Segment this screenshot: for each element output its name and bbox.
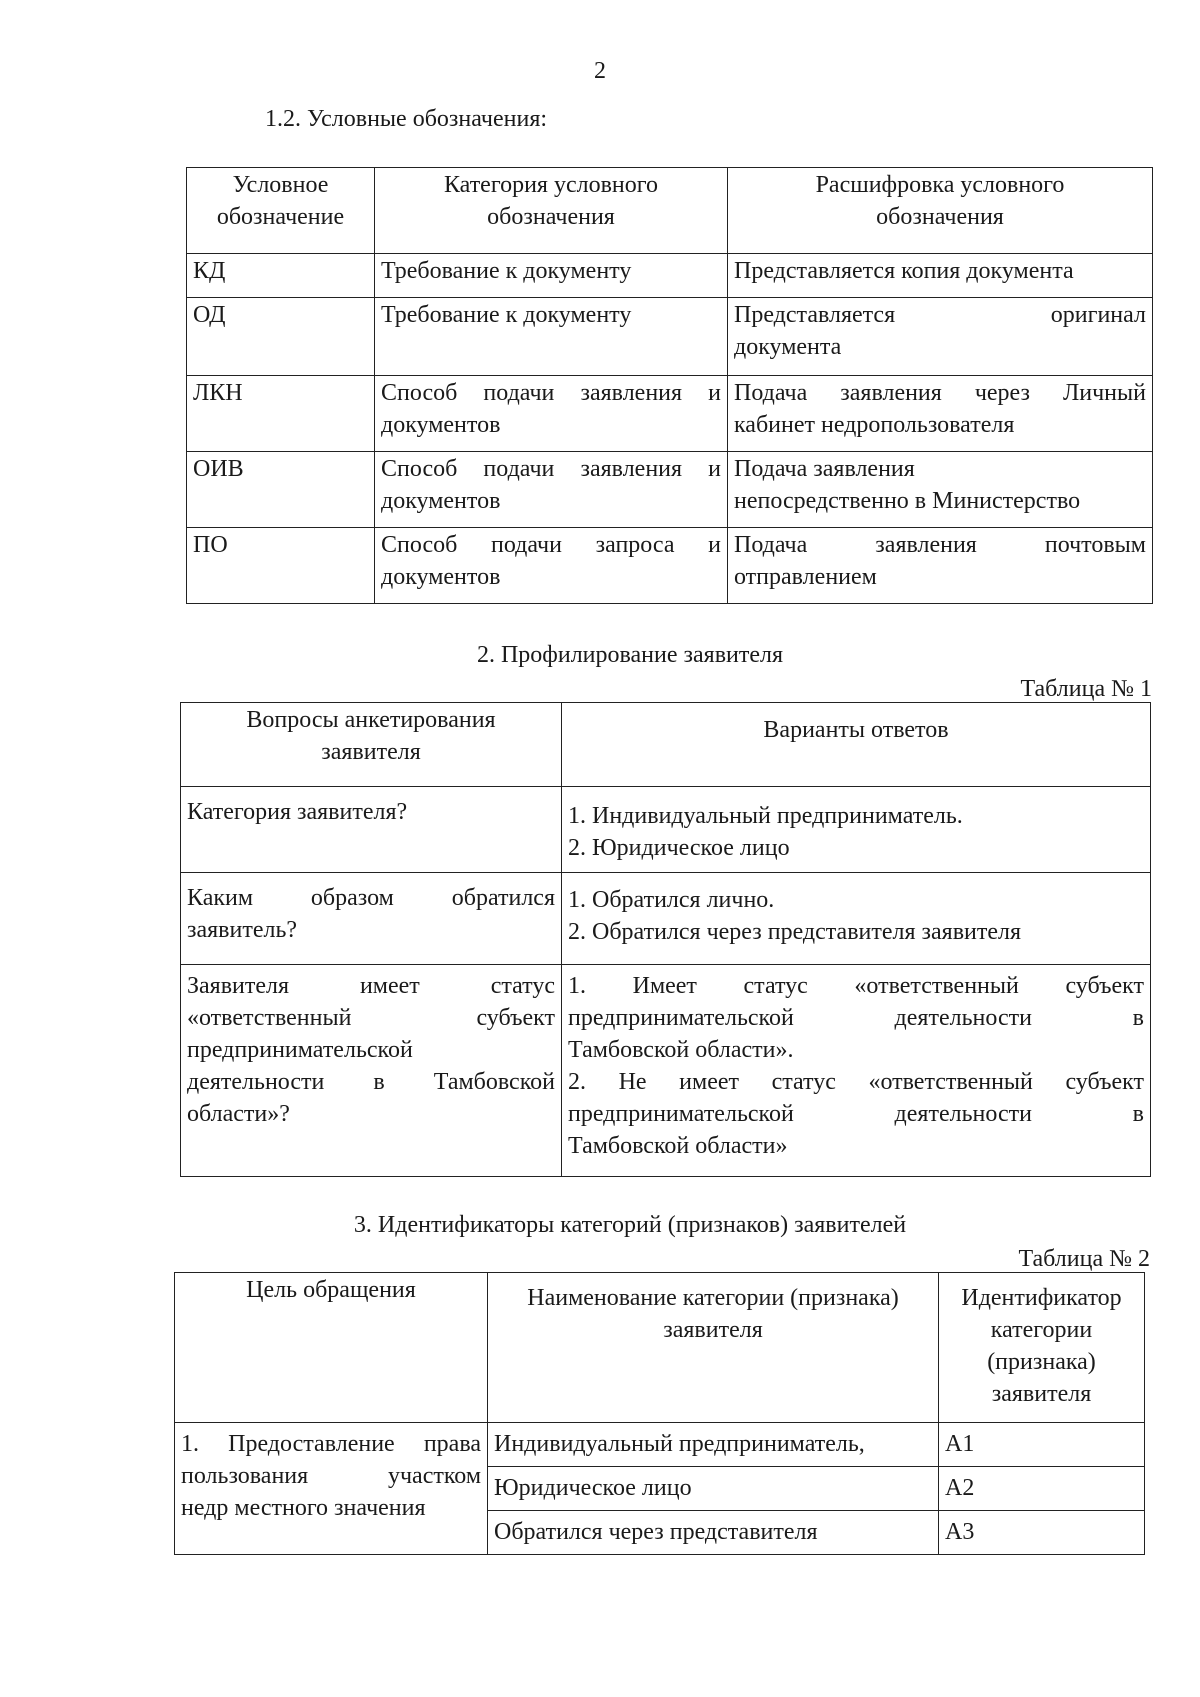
profiling-question-line: Заявителя имеет статус [187,973,555,999]
legend-decoding-line: Подача заявления [734,456,915,482]
identifiers-purpose-line: пользования участком [181,1462,481,1489]
legend-code: КД [187,254,375,298]
profiling-header-questions-line: заявителя [321,738,421,765]
legend-category-line: Способ подачи заявления и [381,380,721,406]
profiling-row [181,873,1151,965]
profiling-question-line: области»? [187,1100,290,1127]
legend-decoding-line: Подача заявления через Личный [734,380,1146,406]
profiling-header-row [181,703,1151,787]
identifiers-header-id-line: (признака) [987,1348,1096,1375]
profiling-question [181,965,562,1177]
legend-row [187,452,1153,528]
identifiers-header-id-line: заявителя [991,1380,1092,1407]
section-2-heading: 2. Профилирование заявителя [476,642,784,668]
legend-table [186,167,1153,604]
legend-decoding [728,376,1153,452]
legend-decoding-line: кабинет недропользователя [734,411,1015,438]
legend-category-line: документов [381,487,501,514]
identifiers-category-name: Индивидуальный предприниматель, [488,1423,939,1467]
identifiers-header-row [175,1273,1145,1423]
identifiers-category-id: А1 [939,1423,1145,1467]
legend-header-category [375,168,728,254]
legend-table-header-row [187,168,1153,254]
legend-row [187,254,1153,298]
profiling-header-answers [562,703,1151,787]
profiling-answer-line: 1. Обратился лично. [568,887,775,913]
legend-decoding-line: непосредственно в Министерство [734,487,1081,514]
profiling-answer-line: 2. Обратился через представителя заявителя [568,918,1022,945]
identifiers-header-id [939,1273,1145,1423]
legend-code: ЛКН [187,376,375,452]
profiling-row [181,787,1151,873]
profiling-answer-line: предпринимательской деятельности в [568,1004,1144,1031]
legend-category-line: Требование к документу [381,302,632,328]
profiling-question-line: «ответственный субъект [187,1004,555,1031]
profiling-question-line: заявитель? [187,916,298,943]
legend-decoding-line: документа [734,333,842,360]
legend-category-line: Способ подачи запроса и [381,532,721,558]
profiling-answer-line: Тамбовской области» [568,1132,788,1159]
legend-decoding [728,254,1153,298]
legend-category-line: Требование к документу [381,258,632,284]
identifiers-purpose-line: 1. Предоставление права [181,1431,481,1457]
identifiers-category-name: Юридическое лицо [488,1467,939,1511]
legend-category [375,254,728,298]
profiling-answer-line: 2. Юридическое лицо [568,834,790,861]
identifiers-header-id-line: Идентификатор [961,1285,1122,1311]
identifiers-table [174,1272,1145,1555]
profiling-answer-line: 2. Не имеет статус «ответственный субъект [568,1068,1144,1095]
legend-decoding-line: отправлением [734,563,877,590]
legend-decoding-line: Представляется оригинал [734,302,1146,328]
legend-category-line: документов [381,563,501,590]
legend-category [375,452,728,528]
profiling-answer-line: Тамбовской области». [568,1036,794,1063]
legend-category [375,298,728,376]
page-number: 2 [594,58,606,84]
legend-category [375,528,728,604]
table-2-label: Таблица № 2 [1018,1246,1150,1272]
legend-decoding-line: Представляется копия документа [734,258,1074,284]
legend-header-category-line: Категория условного [443,172,659,198]
legend-header-code [187,168,375,254]
identifiers-header-name [488,1273,939,1423]
profiling-answer-line: 1. Имеет статус «ответственный субъект [568,973,1144,999]
legend-header-code-line: Условное [232,172,329,198]
profiling-question-line: деятельности в Тамбовской [187,1068,555,1095]
legend-code: ПО [187,528,375,604]
profiling-row [181,965,1151,1177]
profiling-question [181,873,562,965]
identifiers-category-id: А2 [939,1467,1145,1511]
profiling-answers [562,965,1151,1177]
identifiers-purpose [175,1423,488,1555]
profiling-answer-line: 1. Индивидуальный предприниматель. [568,803,963,829]
section-3-heading: 3. Идентификаторы категорий (признаков) заявителей [353,1212,907,1238]
legend-row [187,376,1153,452]
legend-row [187,528,1153,604]
profiling-question-line: предпринимательской [187,1036,413,1063]
legend-code: ОИВ [187,452,375,528]
profiling-question [181,787,562,873]
profiling-answers [562,873,1151,965]
legend-header-code-line: обозначение [216,203,345,230]
profiling-answer-line: предпринимательской деятельности в [568,1100,1144,1127]
legend-decoding [728,528,1153,604]
profiling-question-line: Категория заявителя? [187,799,408,825]
identifiers-header-name-line: заявителя [663,1316,763,1343]
legend-decoding-line: Подача заявления почтовым [734,532,1146,558]
profiling-table [180,702,1151,1177]
legend-category-line: документов [381,411,501,438]
identifiers-header-purpose-line: Цель обращения [246,1277,416,1303]
profiling-question-line: Каким образом обратился [187,885,555,911]
legend-header-decoding [728,168,1153,254]
legend-decoding [728,452,1153,528]
identifiers-header-name-line: Наименование категории (признака) [527,1285,899,1311]
section-1-2-heading: 1.2. Условные обозначения: [265,106,548,132]
legend-row [187,298,1153,376]
profiling-answers [562,787,1151,873]
legend-decoding [728,298,1153,376]
identifiers-row [175,1423,1145,1467]
identifiers-category-name: Обратился через представителя [488,1511,939,1555]
legend-code: ОД [187,298,375,376]
identifiers-header-id-line: категории [990,1316,1093,1343]
profiling-header-answers-line: Варианты ответов [763,717,949,743]
identifiers-purpose-line: недр местного значения [181,1494,426,1521]
legend-header-category-line: обозначения [487,203,615,230]
legend-header-decoding-line: обозначения [876,203,1004,230]
profiling-header-questions [181,703,562,787]
legend-header-decoding-line: Расшифровка условного [815,172,1065,198]
legend-category-line: Способ подачи заявления и [381,456,721,482]
profiling-header-questions-line: Вопросы анкетирования [246,707,496,733]
legend-category [375,376,728,452]
table-1-label: Таблица № 1 [1020,676,1152,702]
identifiers-category-id: А3 [939,1511,1145,1555]
identifiers-header-purpose [175,1273,488,1423]
